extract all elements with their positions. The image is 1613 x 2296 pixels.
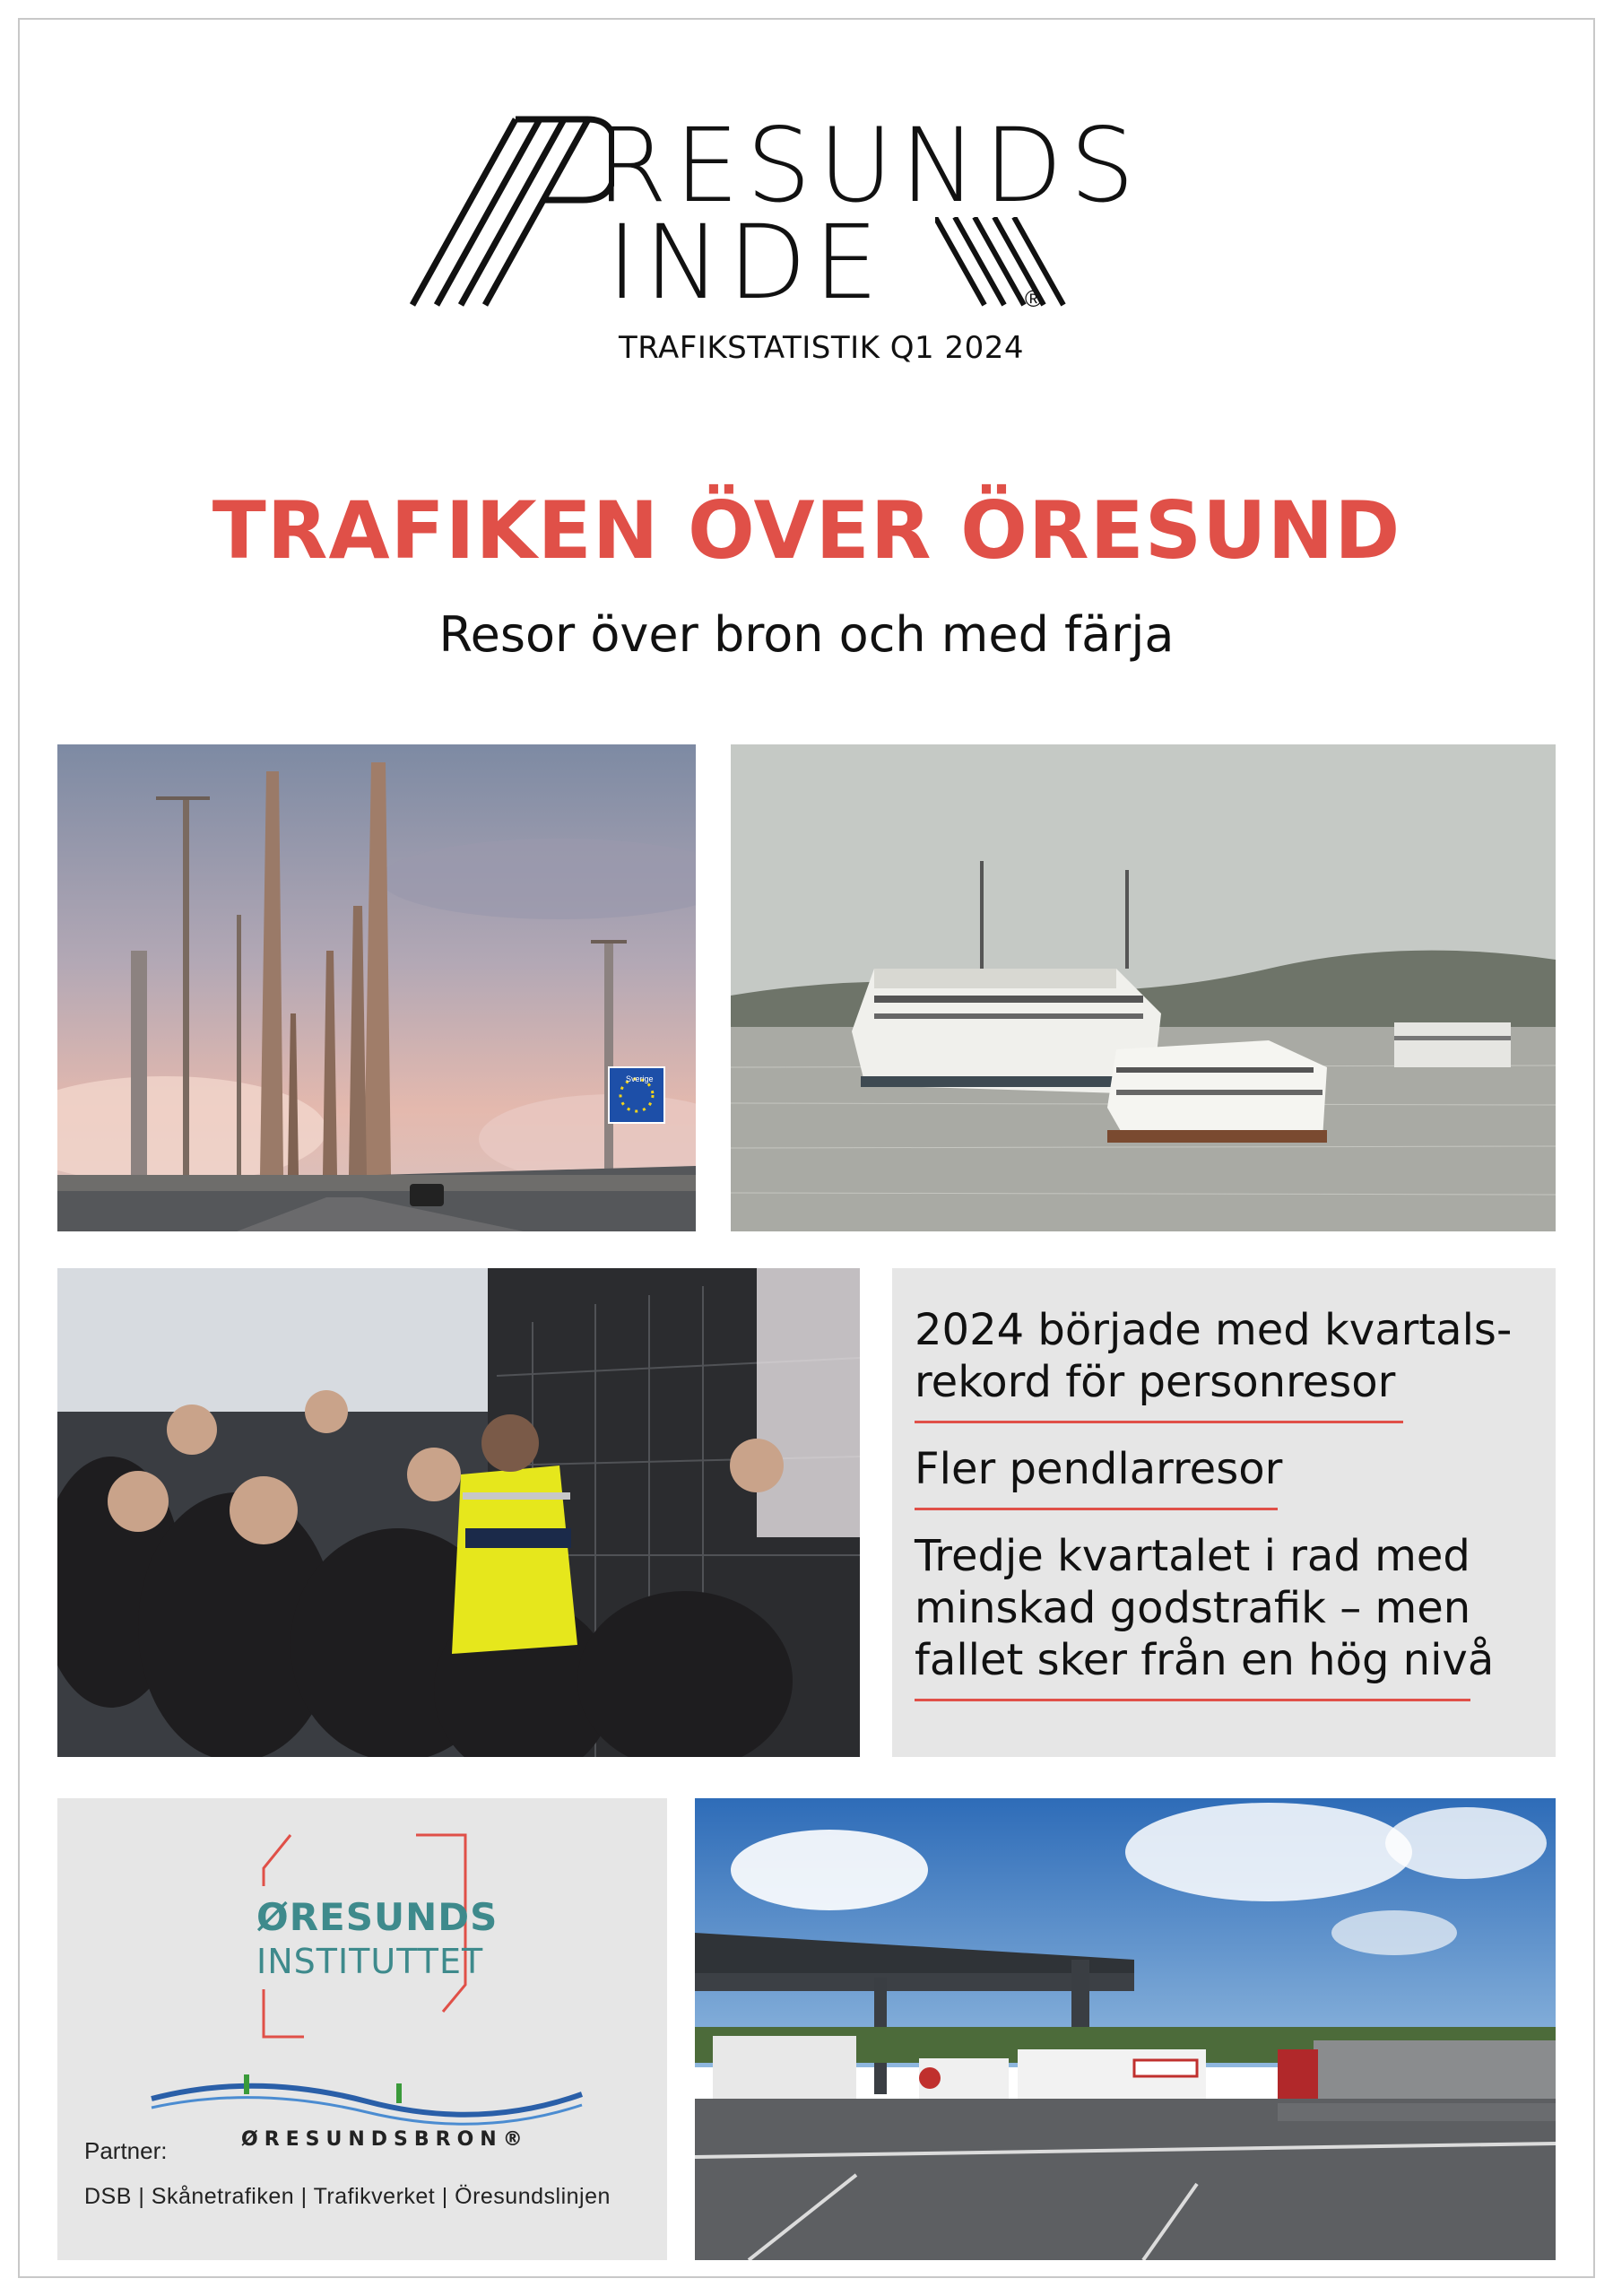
finding-passenger-record: 2024 började med kvartals- rekord för personresor (915, 1305, 1513, 1407)
diagonal-stripes-logo-icon (408, 115, 614, 308)
key-findings-box (892, 1268, 1556, 1757)
partner-box (57, 1798, 667, 2260)
institute-name-line1: ØRESUNDS (256, 1895, 499, 1939)
finding-freight-decline: Tredje kvartalet i rad med minskad godstrafik – men fallet sker från en hög nivå (915, 1531, 1495, 1685)
page-title: TRAFIKEN ÖVER ÖRESUND (212, 484, 1401, 577)
logo-x-stripes-icon (935, 217, 1092, 307)
oresundsbron-name: ØRESUNDSBRON® (241, 2128, 529, 2151)
finding-divider (915, 1421, 1403, 1423)
institute-name-line2: INSTITUTTET (256, 1942, 484, 1981)
oresunds-index-logo (408, 106, 1152, 366)
page-subtitle: Resor över bron och med färja (438, 606, 1175, 663)
border-control-photo (57, 1268, 860, 1757)
logo-word-resunds: RESUNDS (596, 106, 1142, 225)
toll-station-photo (695, 1798, 1556, 2260)
partner-list: DSB | Skånetrafiken | Trafikverket | Öresundslinjen (84, 2184, 611, 2209)
logo-subtitle: TRAFIKSTATISTIK Q1 2024 (619, 330, 1024, 366)
registered-mark: ® (1025, 285, 1043, 312)
finding-divider (915, 1508, 1278, 1510)
logo-word-index: INDE (607, 203, 886, 322)
partner-label: Partner: (84, 2137, 168, 2164)
bridge-photo (57, 744, 696, 1231)
oresundsbron-wave-logo-icon (147, 2067, 586, 2130)
ferry-photo (731, 744, 1556, 1231)
border-sign-label: Sverige (626, 1074, 654, 1083)
finding-divider (915, 1699, 1470, 1701)
finding-commuter-trips: Fler pendlarresor (915, 1444, 1283, 1494)
